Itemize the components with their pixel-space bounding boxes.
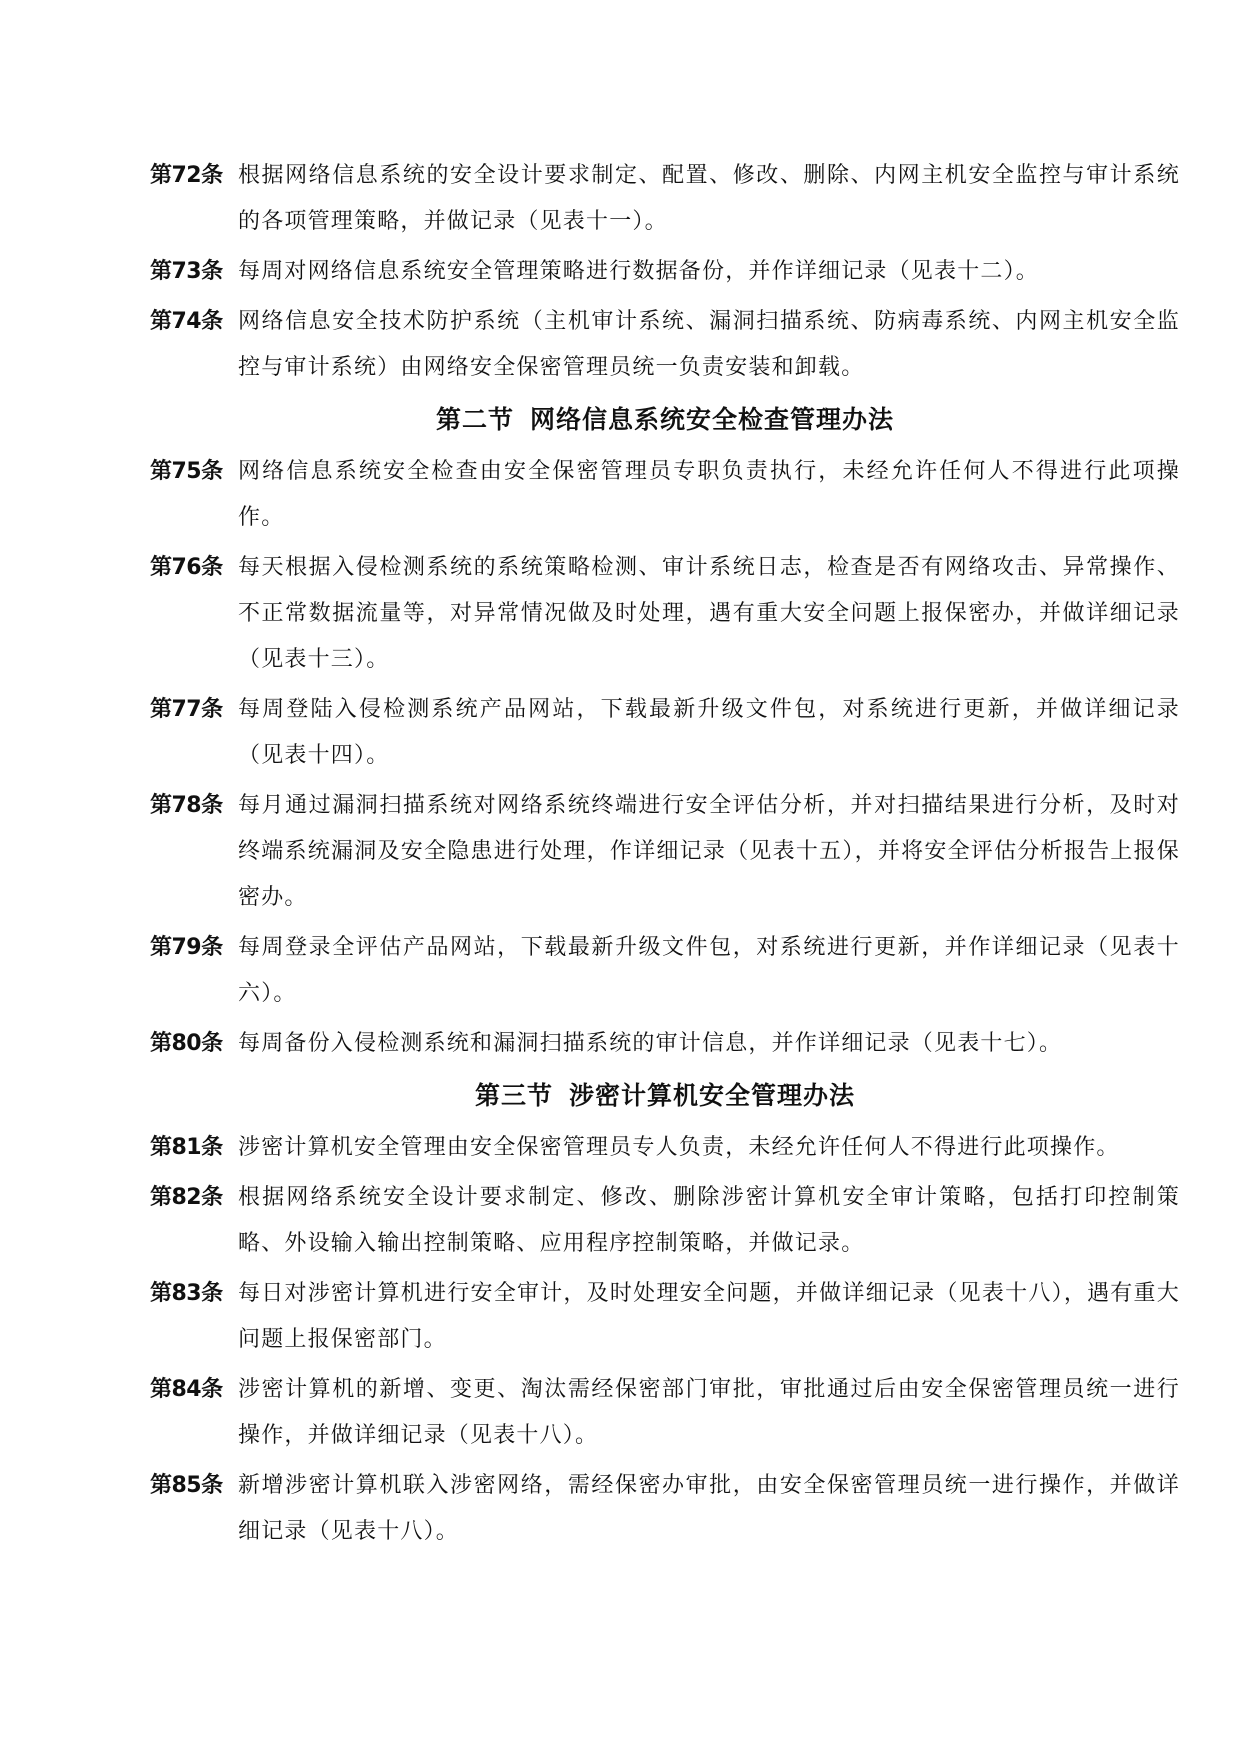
article-text: 每周对网络信息系统安全管理策略进行数据备份，并作详细记录（见表十二）。 (238, 259, 1040, 284)
article-78 (150, 783, 1180, 921)
article-label: 第77条 (150, 697, 223, 722)
article-text: 每周登陆入侵检测系统产品网站，下载最新升级文件包，对系统进行更新，并做详细记录（见表十四）。 (238, 697, 1180, 768)
article-label: 第76条 (150, 555, 223, 580)
section-heading-3 (150, 1073, 1180, 1119)
article-text: 根据网络系统安全设计要求制定、修改、删除涉密计算机安全审计策略，包括打印控制策略、外设输入输出控制策略、应用程序控制策略，并做记录。 (238, 1185, 1180, 1256)
section-title: 涉密计算机安全管理办法 (569, 1081, 856, 1110)
article-label: 第74条 (150, 309, 223, 334)
article-label: 第81条 (150, 1135, 223, 1160)
article-label: 第85条 (150, 1473, 223, 1498)
article-label: 第72条 (150, 163, 223, 188)
article-text: 网络信息系统安全检查由安全保密管理员专职负责执行，未经允许任何人不得进行此项操作。 (238, 459, 1180, 530)
article-84 (150, 1367, 1180, 1459)
article-text: 根据网络信息系统的安全设计要求制定、配置、修改、删除、内网主机安全监控与审计系统的各项管理策略，并做记录（见表十一）。 (238, 163, 1180, 234)
article-81 (150, 1125, 1180, 1171)
article-text: 涉密计算机安全管理由安全保密管理员专人负责，未经允许任何人不得进行此项操作。 (238, 1135, 1120, 1160)
article-79 (150, 925, 1180, 1017)
article-text: 新增涉密计算机联入涉密网络，需经保密办审批，由安全保密管理员统一进行操作，并做详细记录（见表十八）。 (238, 1473, 1180, 1544)
article-label: 第80条 (150, 1031, 223, 1056)
section-title: 网络信息系统安全检查管理办法 (530, 405, 895, 434)
article-76 (150, 545, 1180, 683)
article-80 (150, 1021, 1180, 1067)
article-label: 第84条 (150, 1377, 223, 1402)
article-text: 每月通过漏洞扫描系统对网络系统终端进行安全评估分析，并对扫描结果进行分析，及时对终端系统漏洞及安全隐患进行处理，作详细记录（见表十五），并将安全评估分析报告上报保密办。 (238, 793, 1180, 910)
article-77 (150, 687, 1180, 779)
article-label: 第73条 (150, 259, 223, 284)
article-72 (150, 153, 1180, 245)
article-74 (150, 299, 1180, 391)
article-83 (150, 1271, 1180, 1363)
article-text: 每周登录全评估产品网站，下载最新升级文件包，对系统进行更新，并作详细记录（见表十六）。 (238, 935, 1180, 1006)
section-heading-2 (150, 397, 1180, 443)
article-75 (150, 449, 1180, 541)
document-page (150, 153, 1180, 1555)
article-label: 第79条 (150, 935, 223, 960)
section-number: 第二节 (435, 405, 514, 434)
article-label: 第82条 (150, 1185, 223, 1210)
article-85 (150, 1463, 1180, 1555)
article-73 (150, 249, 1180, 295)
article-82 (150, 1175, 1180, 1267)
article-text: 每周备份入侵检测系统和漏洞扫描系统的审计信息，并作详细记录（见表十七）。 (238, 1031, 1063, 1056)
article-text: 每天根据入侵检测系统的系统策略检测、审计系统日志，检查是否有网络攻击、异常操作、不正常数据流量等，对异常情况做及时处理，遇有重大安全问题上报保密办，并做详细记录（见表十三）。 (238, 555, 1180, 672)
article-text: 每日对涉密计算机进行安全审计，及时处理安全问题，并做详细记录（见表十八），遇有重大问题上报保密部门。 (238, 1281, 1180, 1352)
article-label: 第75条 (150, 459, 223, 484)
section-number: 第三节 (474, 1081, 553, 1110)
article-text: 网络信息安全技术防护系统（主机审计系统、漏洞扫描系统、防病毒系统、内网主机安全监控与审计系统）由网络安全保密管理员统一负责安装和卸载。 (238, 309, 1180, 380)
article-text: 涉密计算机的新增、变更、淘汰需经保密部门审批，审批通过后由安全保密管理员统一进行操作，并做详细记录（见表十八）。 (238, 1377, 1180, 1448)
article-label: 第83条 (150, 1281, 223, 1306)
article-label: 第78条 (150, 793, 223, 818)
